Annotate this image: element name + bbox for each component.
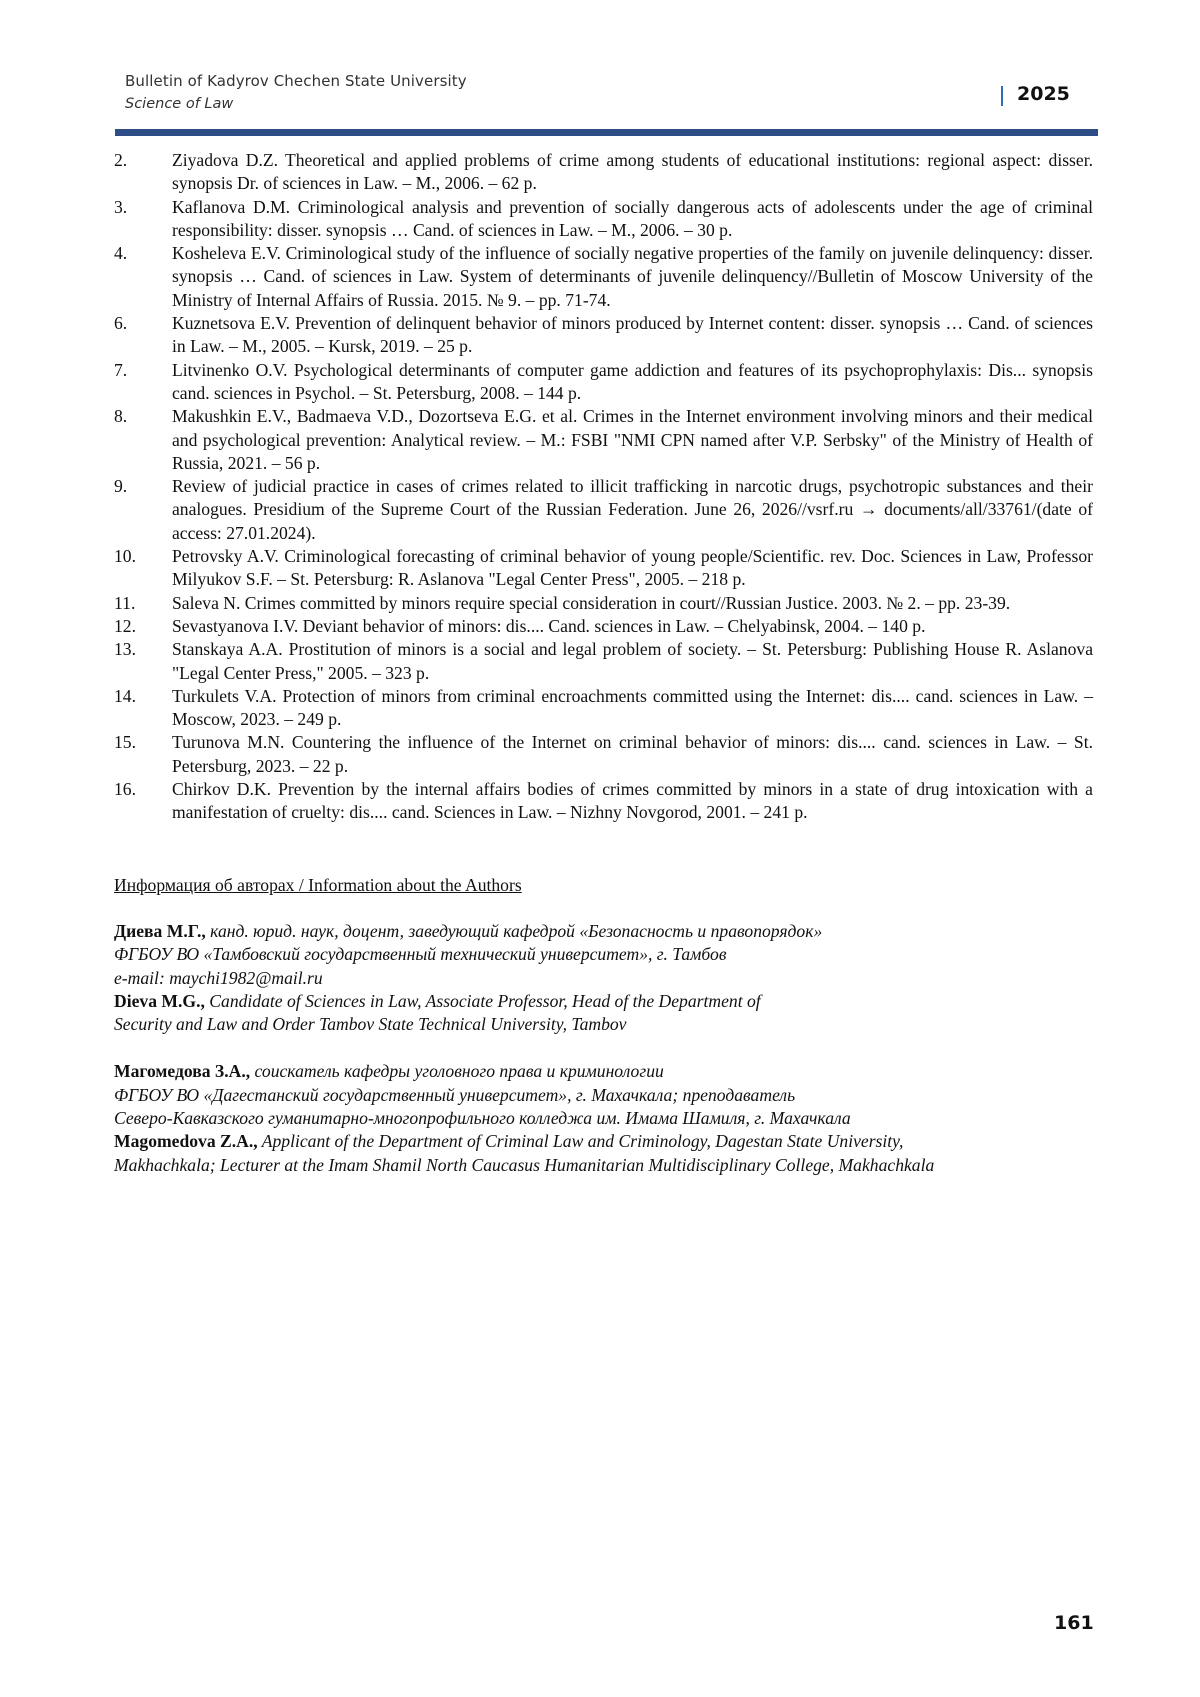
author-ru-affiliation: ФГБОУ ВО «Тамбовский государственный технический университет», г. Тамбов: [114, 944, 727, 965]
reference-item: [114, 615, 1093, 638]
reference-item: [114, 242, 1093, 312]
reference-number: 10.: [114, 546, 136, 567]
reference-text: Stanskaya A.A. Prostitution of minors is a social and legal problem of society. – St. Petersburg: Publishing House R. Aslanova "Legal Center Press," 2005. – 323 p.: [172, 639, 1093, 683]
reference-item: [114, 685, 1093, 732]
reference-number: 12.: [114, 615, 136, 636]
journal-year: 2025: [1017, 83, 1070, 105]
reference-number: 15.: [114, 732, 136, 753]
reference-list: [114, 149, 1093, 825]
reference-number: 9.: [114, 476, 128, 497]
reference-item: [114, 405, 1093, 475]
reference-text: Chirkov D.K. Prevention by the internal affairs bodies of crimes committed by minors in a state of drug intoxication with a manifestation of cruelty: dis.... cand. Sciences in Law. – Nizhny Novgorod, 2001. – 241 p.: [172, 779, 1093, 823]
journal-title: Bulletin of Kadyrov Chechen State University: [125, 72, 467, 90]
reference-number: 8.: [114, 406, 128, 427]
author-ru-name: Диева М.Г.,: [114, 921, 206, 941]
author-en-position: Candidate of Sciences in Law, Associate Professor, Head of the Department of: [204, 990, 761, 1011]
reference-number: 6.: [114, 313, 128, 334]
author-en-line: [114, 1130, 1094, 1153]
authors-section: [114, 874, 1094, 1201]
author-en-line: [114, 990, 1094, 1013]
author-ru-line: [114, 1060, 1094, 1083]
reference-text: Makushkin E.V., Badmaeva V.D., Dozortseva E.G. et al. Crimes in the Internet environment involving minors and their medical and psychological prevention: Analytical review. – M.: FSBI "NMI CPN named after V.P. Serbsky" of the Ministry of Health of Russia, 2021. – 56 p.: [172, 406, 1093, 473]
journal-subtitle: Science of Law: [125, 96, 234, 112]
reference-number: 14.: [114, 685, 136, 706]
reference-item: [114, 592, 1093, 615]
reference-text: Sevastyanova I.V. Deviant behavior of minors: dis.... Cand. sciences in Law. – Chelyabinsk, 2004. – 140 p.: [172, 615, 926, 636]
reference-item: [114, 475, 1093, 545]
reference-number: 16.: [114, 779, 136, 800]
page-number: 161: [1054, 1612, 1094, 1634]
reference-text: Turkulets V.A. Protection of minors from criminal encroachments committed using the Internet: dis.... cand. sciences in Law. – Moscow, 2023. – 249 p.: [172, 685, 1093, 730]
reference-item: [114, 545, 1093, 592]
reference-item: [114, 638, 1093, 685]
reference-text: Saleva N. Crimes committed by minors require special consideration in court//Russian Justice. 2003. № 2. – pp. 23-39.: [172, 592, 1011, 613]
author-ru-line: [114, 920, 1094, 943]
reference-number: 4.: [114, 243, 128, 264]
reference-text: Kuznetsova E.V. Prevention of delinquent behavior of minors produced by Internet content: disser. synopsis … Cand. of sciences in Law. – M., 2005. – Kursk, 2019. – 25 p.: [172, 313, 1093, 357]
reference-item: [114, 149, 1093, 196]
authors-heading: Информация об авторах / Information about the Authors: [114, 875, 522, 895]
author-en-position: Applicant of the Department of Criminal Law and Criminology, Dagestan State University,: [257, 1131, 904, 1152]
author-ru-position: канд. юрид. наук, доцент, заведующий кафедрой «Безопасность и правопорядок»: [205, 921, 823, 941]
author-en-affiliation: Security and Law and Order Tambov State Technical University, Tambov: [114, 1014, 627, 1035]
reference-text: Turunova M.N. Countering the influence of the Internet on criminal behavior of minors: dis.... cand. sciences in Law. – St. Petersburg, 2023. – 22 p.: [172, 732, 1093, 776]
header-rule: [115, 129, 1098, 136]
author-en-name: Dieva M.G.,: [114, 990, 205, 1011]
reference-item: [114, 196, 1093, 243]
reference-number: 7.: [114, 359, 128, 380]
author-block-magomedova: [114, 1060, 1094, 1176]
reference-item: [114, 359, 1093, 406]
author-en-affiliation: Makhachkala; Lecturer at the Imam Shamil North Caucasus Humanitarian Multidisciplinary College, Makhachkala: [114, 1154, 935, 1175]
reference-number: 2.: [114, 150, 128, 170]
reference-item: [114, 778, 1093, 825]
author-ru-position: соискатель кафедры уголовного права и криминологии: [250, 1061, 664, 1082]
reference-text: Ziyadova D.Z. Theoretical and applied problems of crime among students of educational institutions: regional aspect: disser. synopsis Dr. of sciences in Law. – M., 2006. – 62 p.: [172, 150, 1093, 194]
author-block-dieva: [114, 920, 1094, 1036]
reference-item: [114, 312, 1093, 359]
author-ru-name: Магомедова З.А.,: [114, 1061, 251, 1082]
year-separator: [1001, 86, 1003, 106]
reference-number: 3.: [114, 196, 128, 217]
author-en-name: Magomedova Z.A.,: [114, 1131, 258, 1152]
reference-text: Petrovsky A.V. Criminological forecasting of criminal behavior of young people/Scientific. rev. Doc. Sciences in Law, Professor Milyukov S.F. – St. Petersburg: R. Aslanova "Legal Center Press", 2005. – 218 p.: [172, 546, 1093, 590]
reference-text: Kaflanova D.M. Criminological analysis and prevention of socially dangerous acts of adolescents under the age of criminal responsibility: disser. synopsis … Cand. of sciences in Law. – M., 2006. – 30 p.: [172, 196, 1093, 240]
author-ru-affiliation: Северо-Кавказского гуманитарно-многопрофильного колледжа им. Имама Шамиля, г. Махачкала: [114, 1108, 851, 1129]
reference-text: Review of judicial practice in cases of crimes related to illicit trafficking in narcotic drugs, psychotropic substances and their analogues. Presidium of the Supreme Court of the Russian Federation. June 26, 2026//vsrf.ru → documents/all/33761/(date of access: 27.01.2024).: [172, 476, 1093, 543]
page-header: [125, 72, 1095, 122]
reference-item: [114, 731, 1093, 778]
author-email: e-mail: maychi1982@mail.ru: [114, 967, 323, 988]
reference-text: Litvinenko O.V. Psychological determinants of computer game addiction and features of its psychoprophylaxis: Dis... synopsis cand. sciences in Psychol. – St. Petersburg, 2008. – 144 p.: [172, 359, 1093, 403]
reference-text: Kosheleva E.V. Criminological study of the influence of socially negative properties of the family on juvenile delinquency: disser. synopsis … Cand. of sciences in Law. System of determinants of juvenile delinquency//Bulletin of Moscow University of the Ministry of Internal Affairs of Russia. 2015. № 9. – pp. 71-74.: [172, 243, 1093, 310]
reference-number: 13.: [114, 639, 136, 660]
author-ru-affiliation: ФГБОУ ВО «Дагестанский государственный университет», г. Махачкала; преподаватель: [114, 1084, 796, 1105]
reference-number: 11.: [114, 592, 136, 613]
